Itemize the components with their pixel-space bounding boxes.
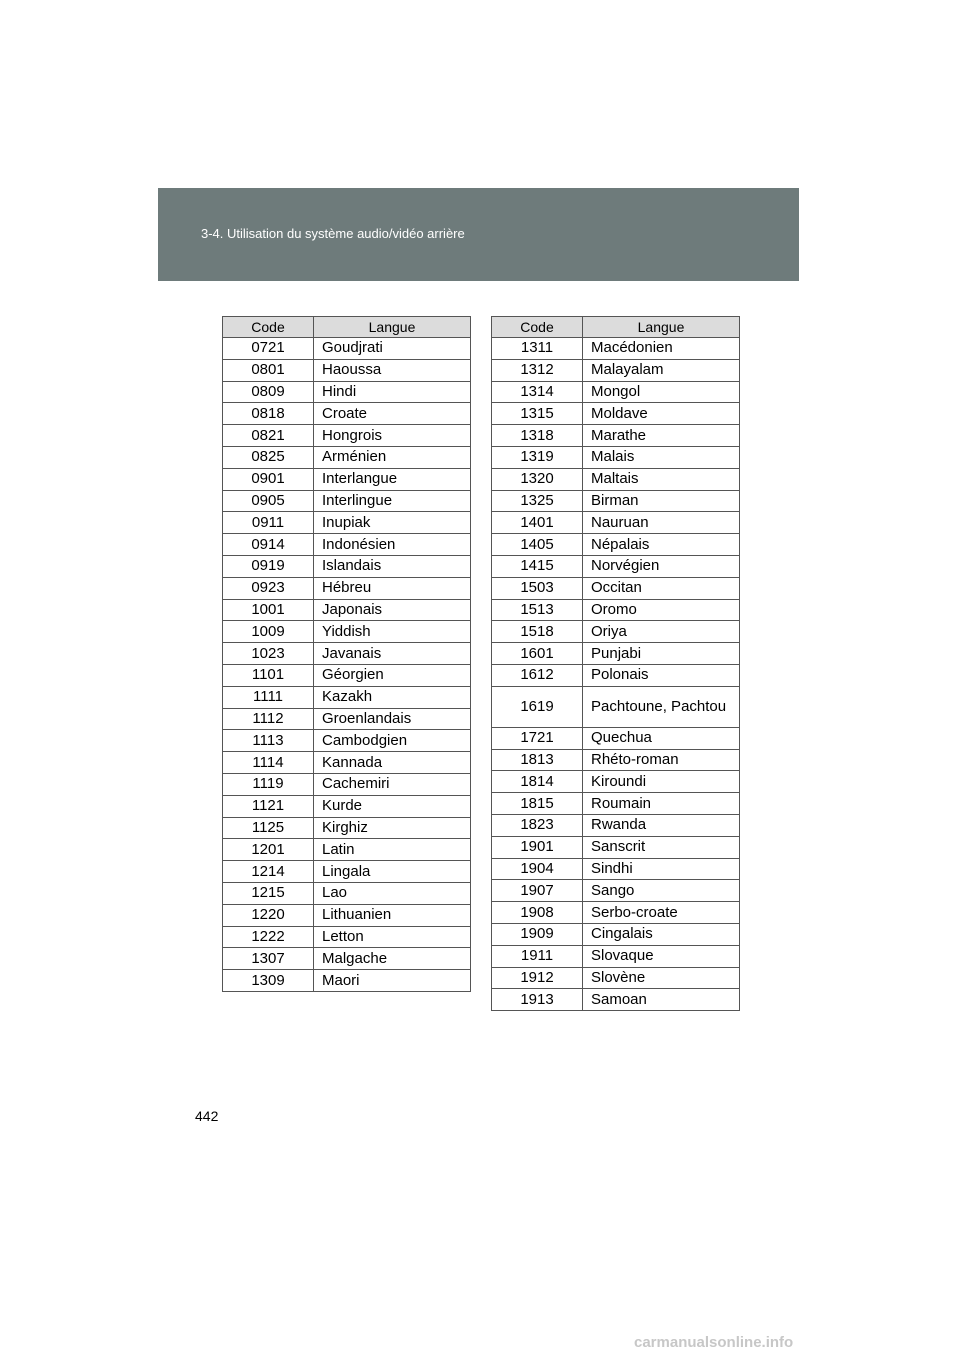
language-name-cell: Goudjrati: [314, 338, 471, 360]
language-name-cell: Rwanda: [583, 814, 740, 836]
table-row: [223, 882, 471, 904]
language-code-cell: 1314: [492, 381, 583, 403]
language-name-cell: Croate: [314, 403, 471, 425]
column-header-language: Langue: [583, 317, 740, 338]
language-name-cell: Cambodgien: [314, 730, 471, 752]
language-code-cell: 1325: [492, 490, 583, 512]
table-row: [492, 967, 740, 989]
table-row: [492, 814, 740, 836]
language-code-cell: 1909: [492, 923, 583, 945]
language-name-cell: Islandais: [314, 555, 471, 577]
language-code-cell: 1813: [492, 749, 583, 771]
language-name-cell: Pachtoune, Pachtou: [583, 686, 740, 727]
language-code-cell: 0923: [223, 577, 314, 599]
table-row: [492, 512, 740, 534]
language-name-cell: Kannada: [314, 752, 471, 774]
language-name-cell: Haoussa: [314, 359, 471, 381]
language-name-cell: Maltais: [583, 468, 740, 490]
table-row: [492, 945, 740, 967]
table-row: [492, 727, 740, 749]
language-name-cell: Cachemiri: [314, 773, 471, 795]
table-header-row: [223, 317, 471, 338]
language-code-cell: 1911: [492, 945, 583, 967]
language-name-cell: Japonais: [314, 599, 471, 621]
language-name-cell: Nauruan: [583, 512, 740, 534]
language-code-cell: 1114: [223, 752, 314, 774]
language-name-cell: Inupiak: [314, 512, 471, 534]
language-code-cell: 1405: [492, 534, 583, 556]
language-name-cell: Macédonien: [583, 338, 740, 360]
language-name-cell: Punjabi: [583, 643, 740, 665]
table-row: [492, 555, 740, 577]
table-row: [492, 664, 740, 686]
table-row: [223, 621, 471, 643]
table-row: [492, 793, 740, 815]
language-code-cell: 1907: [492, 880, 583, 902]
table-row: [223, 338, 471, 360]
language-code-cell: 1112: [223, 708, 314, 730]
language-code-cell: 1503: [492, 577, 583, 599]
language-name-cell: Slovaque: [583, 945, 740, 967]
language-code-cell: 0809: [223, 381, 314, 403]
language-name-cell: Groenlandais: [314, 708, 471, 730]
language-code-cell: 1023: [223, 643, 314, 665]
table-row: [223, 861, 471, 883]
language-name-cell: Mongol: [583, 381, 740, 403]
language-code-cell: 1912: [492, 967, 583, 989]
language-code-cell: 0801: [223, 359, 314, 381]
language-name-cell: Maori: [314, 970, 471, 992]
table-row: [223, 839, 471, 861]
table-row: [492, 989, 740, 1011]
table-row: [492, 686, 740, 727]
language-name-cell: Géorgien: [314, 664, 471, 686]
column-header-code: Code: [492, 317, 583, 338]
language-name-cell: Arménien: [314, 446, 471, 468]
language-name-cell: Occitan: [583, 577, 740, 599]
language-code-table-right: [491, 316, 740, 1011]
watermark: carmanualsonline.info: [634, 1334, 794, 1351]
column-header-code: Code: [223, 317, 314, 338]
table-row: [223, 643, 471, 665]
table-row: [223, 425, 471, 447]
table-row: [492, 771, 740, 793]
table-row: [492, 880, 740, 902]
language-code-cell: 1904: [492, 858, 583, 880]
language-code-cell: 1315: [492, 403, 583, 425]
language-code-cell: 1113: [223, 730, 314, 752]
language-name-cell: Kurde: [314, 795, 471, 817]
language-name-cell: Sindhi: [583, 858, 740, 880]
language-name-cell: Birman: [583, 490, 740, 512]
table-row: [492, 577, 740, 599]
language-code-cell: 1319: [492, 446, 583, 468]
language-code-cell: 0901: [223, 468, 314, 490]
language-name-cell: Serbo-croate: [583, 902, 740, 924]
language-name-cell: Malais: [583, 446, 740, 468]
language-code-cell: 1101: [223, 664, 314, 686]
language-code-cell: 1815: [492, 793, 583, 815]
table-row: [223, 773, 471, 795]
language-code-cell: 1311: [492, 338, 583, 360]
table-row: [223, 555, 471, 577]
language-name-cell: Lithuanien: [314, 904, 471, 926]
table-row: [223, 359, 471, 381]
language-code-cell: 1312: [492, 359, 583, 381]
language-code-cell: 1913: [492, 989, 583, 1011]
language-code-cell: 1814: [492, 771, 583, 793]
language-code-cell: 1215: [223, 882, 314, 904]
language-name-cell: Népalais: [583, 534, 740, 556]
language-code-cell: 0914: [223, 534, 314, 556]
language-code-cell: 0911: [223, 512, 314, 534]
table-row: [223, 817, 471, 839]
table-row: [492, 403, 740, 425]
table-row: [223, 577, 471, 599]
language-code-cell: 1111: [223, 686, 314, 708]
language-name-cell: Latin: [314, 839, 471, 861]
table-row: [223, 730, 471, 752]
language-code-cell: 1214: [223, 861, 314, 883]
language-name-cell: Indonésien: [314, 534, 471, 556]
table-row: [492, 490, 740, 512]
table-row: [223, 752, 471, 774]
language-code-cell: 1009: [223, 621, 314, 643]
language-name-cell: Hébreu: [314, 577, 471, 599]
language-code-cell: 0721: [223, 338, 314, 360]
table-row: [223, 664, 471, 686]
language-code-cell: 1001: [223, 599, 314, 621]
language-name-cell: Lingala: [314, 861, 471, 883]
table-row: [223, 599, 471, 621]
column-header-language: Langue: [314, 317, 471, 338]
language-code-cell: 1119: [223, 773, 314, 795]
language-name-cell: Malgache: [314, 948, 471, 970]
language-name-cell: Hindi: [314, 381, 471, 403]
table-row: [492, 446, 740, 468]
language-name-cell: Rhéto-roman: [583, 749, 740, 771]
language-code-cell: 1612: [492, 664, 583, 686]
table-row: [223, 795, 471, 817]
language-name-cell: Javanais: [314, 643, 471, 665]
language-name-cell: Slovène: [583, 967, 740, 989]
language-code-cell: 1125: [223, 817, 314, 839]
language-code-cell: 1823: [492, 814, 583, 836]
table-row: [492, 923, 740, 945]
table-row: [492, 599, 740, 621]
language-name-cell: Oromo: [583, 599, 740, 621]
language-name-cell: Hongrois: [314, 425, 471, 447]
language-code-cell: 1318: [492, 425, 583, 447]
language-name-cell: Yiddish: [314, 621, 471, 643]
language-name-cell: Lao: [314, 882, 471, 904]
language-code-cell: 1309: [223, 970, 314, 992]
table-header-row: [492, 317, 740, 338]
language-name-cell: Kirghiz: [314, 817, 471, 839]
language-name-cell: Letton: [314, 926, 471, 948]
table-row: [492, 468, 740, 490]
language-name-cell: Norvégien: [583, 555, 740, 577]
table-row: [223, 904, 471, 926]
table-row: [492, 381, 740, 403]
table-row: [223, 708, 471, 730]
language-code-cell: 1901: [492, 836, 583, 858]
language-code-cell: 1222: [223, 926, 314, 948]
table-row: [492, 338, 740, 360]
table-row: [492, 643, 740, 665]
table-row: [223, 534, 471, 556]
language-name-cell: Moldave: [583, 403, 740, 425]
language-name-cell: Sango: [583, 880, 740, 902]
table-row: [223, 381, 471, 403]
table-row: [223, 490, 471, 512]
language-name-cell: Malayalam: [583, 359, 740, 381]
language-name-cell: Quechua: [583, 727, 740, 749]
table-row: [492, 902, 740, 924]
language-code-cell: 1201: [223, 839, 314, 861]
language-code-table-left: [222, 316, 471, 992]
section-header-band: [158, 188, 799, 281]
table-row: [492, 534, 740, 556]
language-name-cell: Roumain: [583, 793, 740, 815]
page-number: 442: [195, 1108, 219, 1124]
language-code-cell: 1518: [492, 621, 583, 643]
language-name-cell: Polonais: [583, 664, 740, 686]
language-name-cell: Oriya: [583, 621, 740, 643]
language-code-cell: 1307: [223, 948, 314, 970]
table-row: [223, 948, 471, 970]
table-row: [492, 749, 740, 771]
table-row: [223, 468, 471, 490]
table-row: [492, 425, 740, 447]
language-code-cell: 1619: [492, 686, 583, 727]
language-code-cell: 1415: [492, 555, 583, 577]
language-name-cell: Kiroundi: [583, 771, 740, 793]
language-code-cell: 0919: [223, 555, 314, 577]
language-code-cell: 1601: [492, 643, 583, 665]
language-code-cell: 1401: [492, 512, 583, 534]
section-title: 3-4. Utilisation du système audio/vidéo arrière: [201, 226, 465, 241]
language-code-cell: 1320: [492, 468, 583, 490]
language-code-cell: 1721: [492, 727, 583, 749]
language-code-cell: 1908: [492, 902, 583, 924]
table-row: [223, 926, 471, 948]
language-name-cell: Interlangue: [314, 468, 471, 490]
table-row: [492, 858, 740, 880]
language-name-cell: Kazakh: [314, 686, 471, 708]
table-row: [223, 512, 471, 534]
table-row: [223, 686, 471, 708]
table-row: [492, 359, 740, 381]
table-row: [492, 621, 740, 643]
language-code-cell: 0825: [223, 446, 314, 468]
table-row: [223, 970, 471, 992]
table-row: [223, 403, 471, 425]
language-name-cell: Sanscrit: [583, 836, 740, 858]
language-code-cell: 1220: [223, 904, 314, 926]
language-code-cell: 0818: [223, 403, 314, 425]
language-code-cell: 0905: [223, 490, 314, 512]
language-name-cell: Interlingue: [314, 490, 471, 512]
language-code-cell: 0821: [223, 425, 314, 447]
language-code-cell: 1513: [492, 599, 583, 621]
language-name-cell: Cingalais: [583, 923, 740, 945]
table-row: [223, 446, 471, 468]
table-row: [492, 836, 740, 858]
language-name-cell: Marathe: [583, 425, 740, 447]
language-name-cell: Samoan: [583, 989, 740, 1011]
language-code-cell: 1121: [223, 795, 314, 817]
